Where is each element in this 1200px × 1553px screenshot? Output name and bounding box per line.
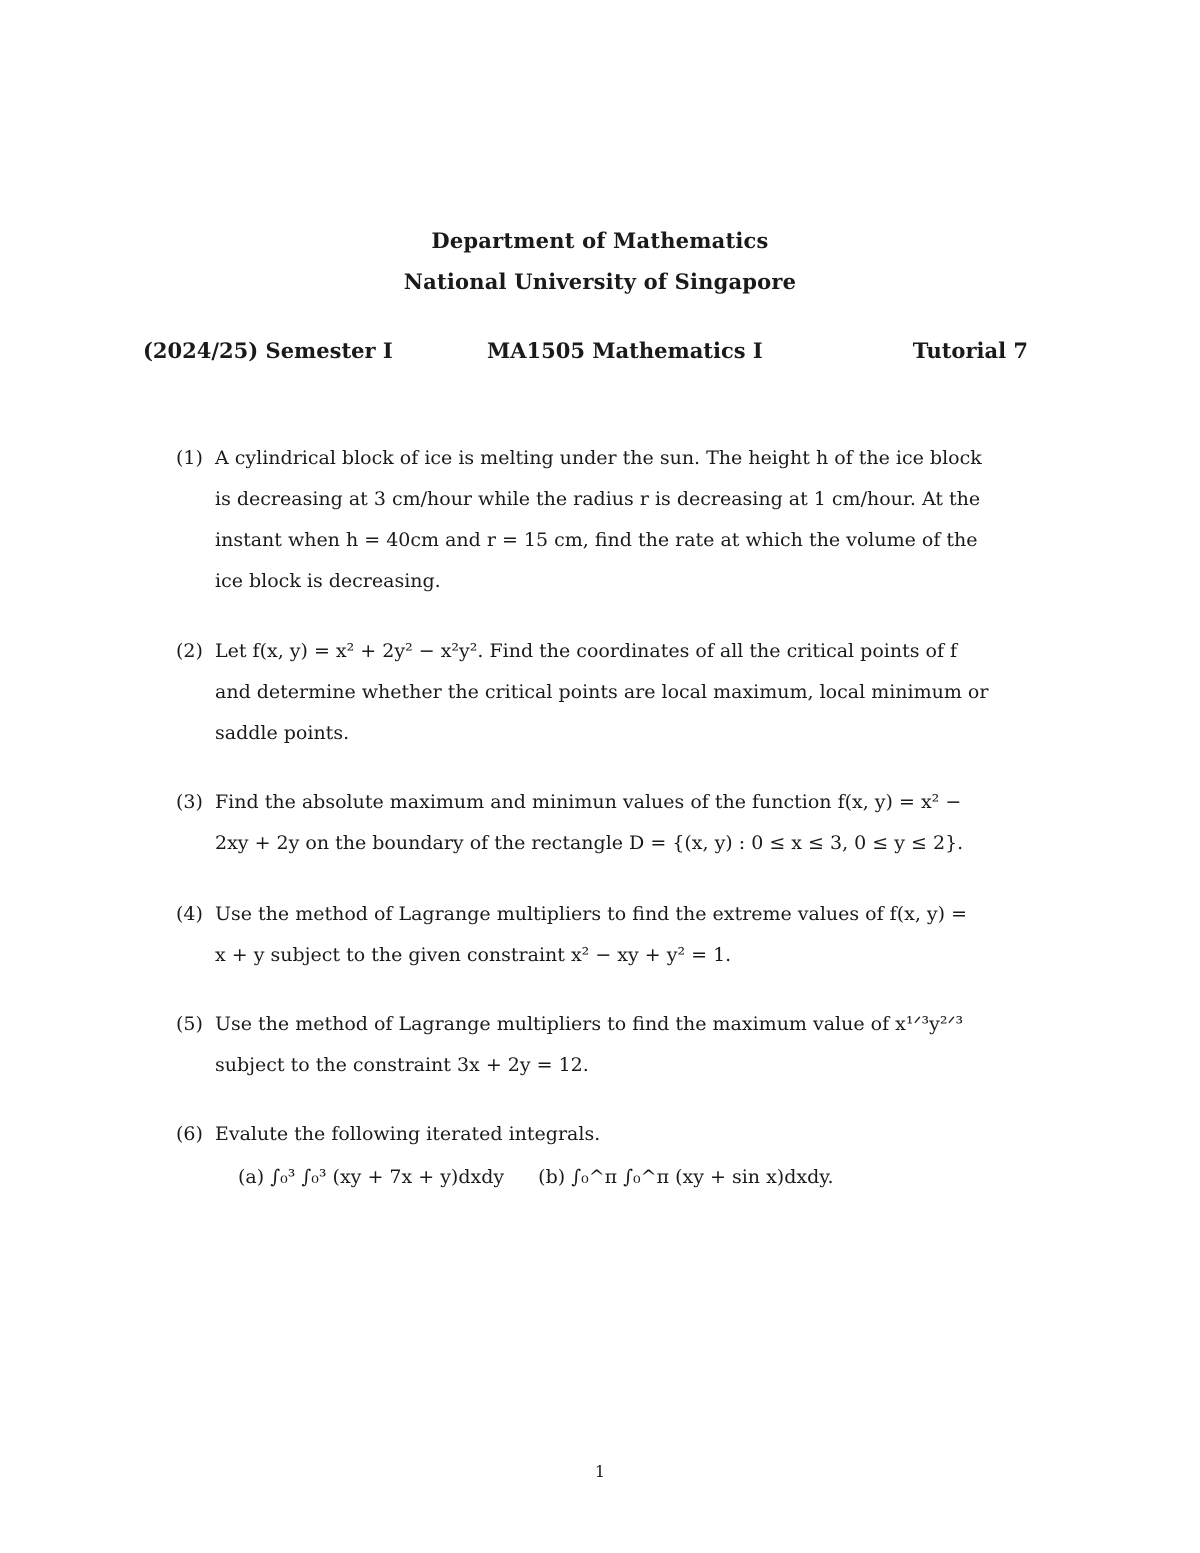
question-text-line: instant when h = 40cm and r = 15 cm, find the rate at which the volume of the — [215, 529, 978, 551]
tutorial-label: Tutorial 7 — [912, 338, 1028, 363]
course-info-row — [143, 338, 1028, 368]
question-number: (1) — [176, 447, 203, 469]
question-text-line: Let f(x, y) = x² + 2y² − x²y². Find the coordinates of all the critical points of f — [215, 640, 958, 662]
course-label: MA1505 Mathematics I — [487, 338, 763, 363]
question-text-line: subject to the constraint 3x + 2y = 12. — [215, 1054, 589, 1076]
question-number: (3) — [176, 791, 203, 813]
question-text-line: is decreasing at 3 cm/hour while the radius r is decreasing at 1 cm/hour. At the — [215, 488, 981, 510]
page-number: 1 — [594, 1462, 606, 1481]
semester-label: (2024/25) Semester I — [143, 338, 393, 363]
question-text-line: A cylindrical block of ice is melting under the sun. The height h of the ice block — [215, 447, 982, 469]
integral-part-a: (a) ∫₀³ ∫₀³ (xy + 7x + y)dxdy — [238, 1166, 505, 1188]
question-number: (2) — [176, 640, 203, 662]
question-text-line: Use the method of Lagrange multipliers to find the maximum value of x¹ᐟ³y²ᐟ³ — [215, 1013, 964, 1035]
question-text-line: Evalute the following iterated integrals. — [215, 1123, 601, 1145]
question-number: (6) — [176, 1123, 203, 1145]
question-text-line: ice block is decreasing. — [215, 570, 441, 592]
question-number: (4) — [176, 903, 203, 925]
integral-parts-row — [238, 1166, 862, 1188]
question-text-line: and determine whether the critical points are local maximum, local minimum or — [215, 681, 989, 703]
university-heading: National University of Singapore — [403, 269, 797, 294]
department-heading: Department of Mathematics — [431, 228, 769, 253]
question-text-line: Find the absolute maximum and minimun values of the function f(x, y) = x² − — [215, 791, 962, 813]
question-text-line: 2xy + 2y on the boundary of the rectangle D = {(x, y) : 0 ≤ x ≤ 3, 0 ≤ y ≤ 2}. — [215, 832, 964, 854]
question-text-line: x + y subject to the given constraint x² − xy + y² = 1. — [215, 944, 732, 966]
question-number: (5) — [176, 1013, 203, 1035]
question-text-line: Use the method of Lagrange multipliers to find the extreme values of f(x, y) = — [215, 903, 968, 925]
question-text-line: saddle points. — [215, 722, 350, 744]
integral-part-b: (b) ∫₀^π ∫₀^π (xy + sin x)dxdy. — [538, 1166, 834, 1188]
